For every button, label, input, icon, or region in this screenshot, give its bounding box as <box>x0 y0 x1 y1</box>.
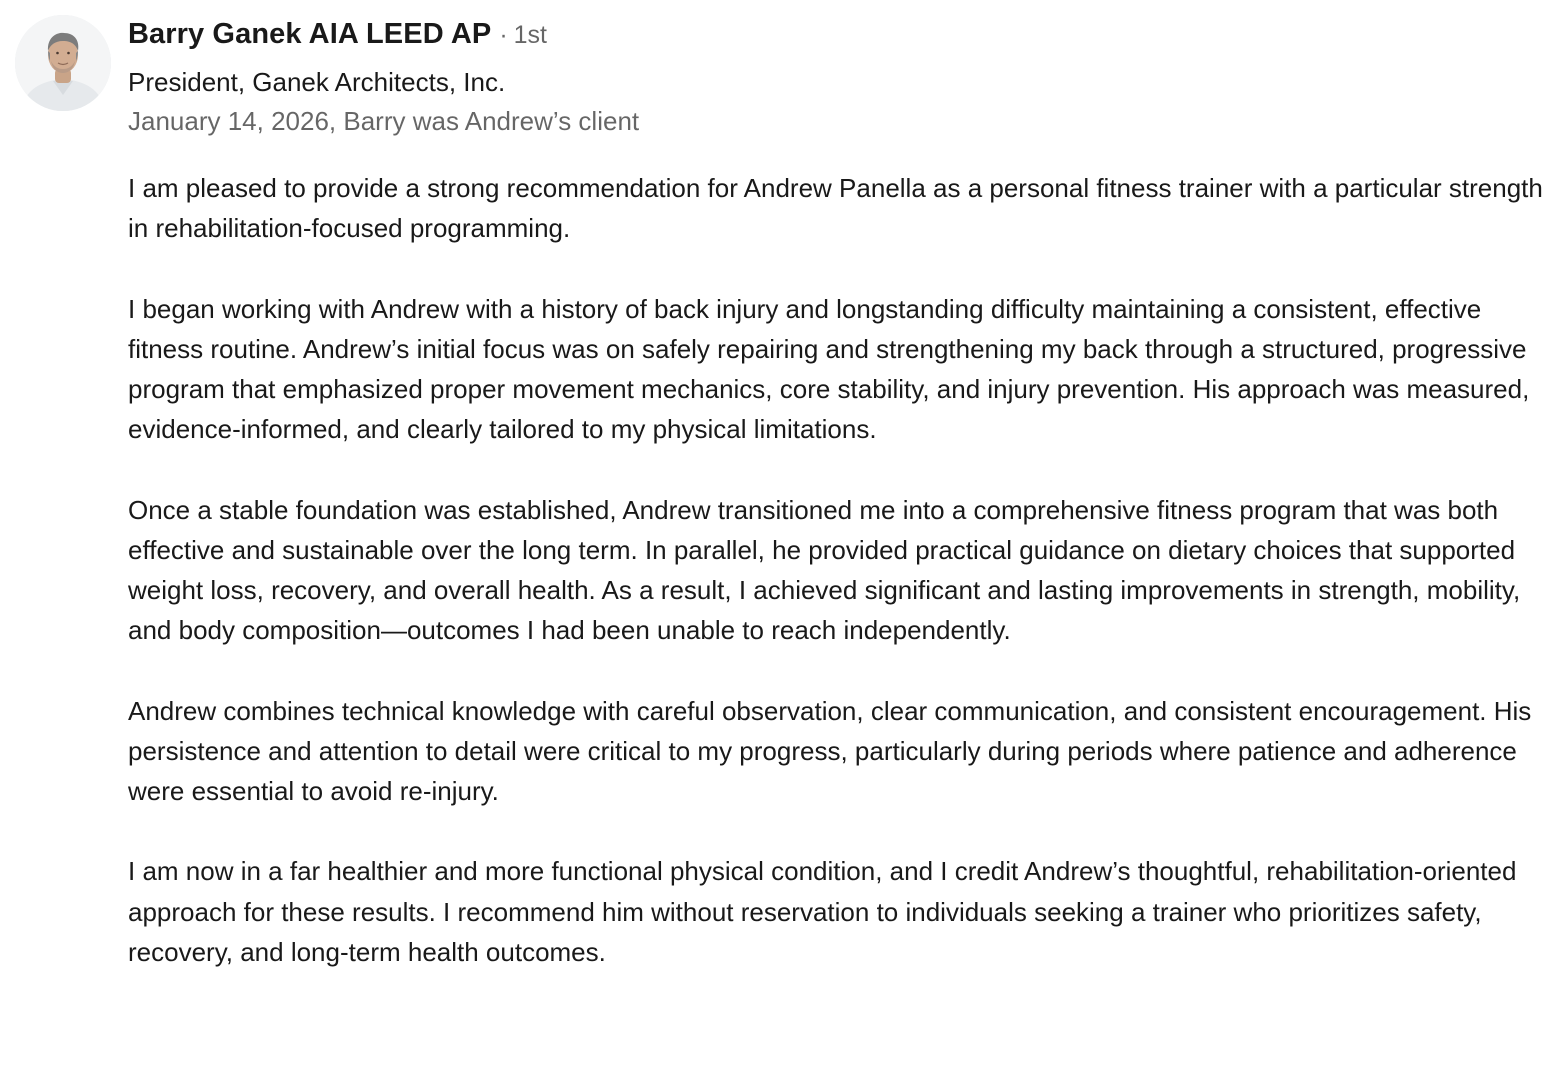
paragraph: I am pleased to provide a strong recommendation for Andrew Panella as a personal fitness trainer with a particular strength in rehabilitation-focused programming. <box>128 173 1543 244</box>
recommender-header <box>128 18 639 140</box>
profile-photo-icon <box>15 15 111 111</box>
paragraph: I am now in a far healthier and more functional physical condition, and I credit Andrew’s thoughtful, rehabilitation-oriented approach for these results. I recommend him without reservation to individuals seeking a trainer who prioritizes safety, recovery, and long-term health outcomes. <box>128 856 1517 967</box>
connection-degree: 1st <box>513 21 547 49</box>
paragraph: Once a stable foundation was established, Andrew transitioned me into a comprehensive fitness program that was both effective and sustainable over the long term. In parallel, he provided practical guidance on dietary choices that supported weight loss, recovery, and overall health. As a result, I achieved significant and lasting improvements in strength, mobility, and body composition—outcomes I had been unable to reach independently. <box>128 494 1521 646</box>
degree-separator: · <box>499 21 508 49</box>
paragraph: I began working with Andrew with a history of back injury and longstanding difficulty maintaining a consistent, effective fitness routine. Andrew’s initial focus was on safely repairing and strengthening my back through a structured, progressive program that emphasized proper movement mechanics, core stability, and injury prevention. His approach was measured, evidence-informed, and clearly tailored to my physical limitations. <box>128 293 1530 445</box>
paragraph: Andrew combines technical knowledge with careful observation, clear communication, and consistent encouragement. His persistence and attention to detail were critical to my progress, particularly during periods where patience and adherence were essential to avoid re-injury. <box>128 695 1532 806</box>
avatar[interactable] <box>15 15 111 111</box>
recommendation-meta: January 14, 2026, Barry was Andrew’s client <box>128 106 640 136</box>
recommender-headline: President, Ganek Architects, Inc. <box>128 67 506 97</box>
recommendation-text <box>128 168 1548 972</box>
name-row <box>128 18 639 60</box>
recommender-name[interactable]: Barry Ganek AIA LEED AP <box>128 18 492 50</box>
